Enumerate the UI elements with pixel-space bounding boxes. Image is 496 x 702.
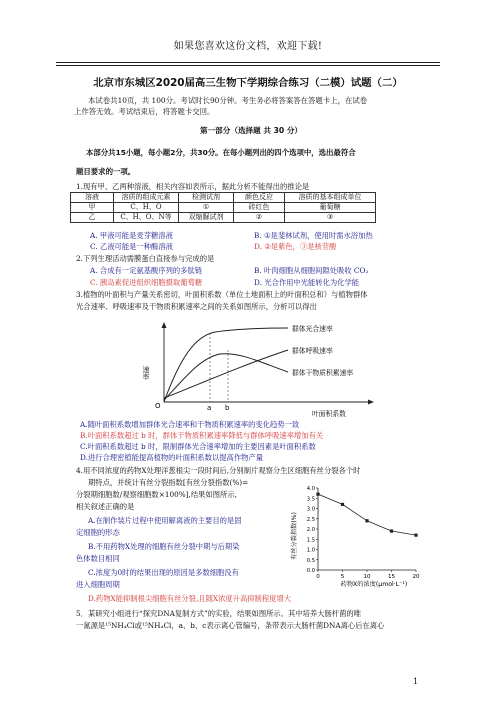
x-axis-label: 叶面积系数 <box>312 410 346 418</box>
instructions-line: 题目要求的一项。 <box>76 167 136 176</box>
table-cell: C、H、O、N等 <box>114 213 179 223</box>
q4-option-c-cont: 进入细胞周期 <box>76 580 120 589</box>
download-banner: 如果您喜欢这份文档，欢迎下载! <box>173 41 323 52</box>
rate-diagram <box>140 318 400 418</box>
q3-option-b[interactable]: B.叶面积系数超过 b 时，群体干物质积累速率降低与群体呼吸速率增加有关 <box>80 431 324 440</box>
chart-y-tick-label: 0.0 <box>306 568 315 574</box>
tick-label-a: a <box>207 404 212 412</box>
q4-stem: 相关叙述正确的是 <box>76 502 135 511</box>
table-cell: ② <box>234 213 285 223</box>
x-axis-arrow <box>368 400 374 405</box>
chart-x-tick-label: 10 <box>363 574 371 580</box>
table-header-cell: 溶质的基本组成单位 <box>285 193 376 203</box>
chart-y-tick-label: 4.0 <box>306 486 315 492</box>
q2-option-a[interactable]: A. 合成有一定氨基酸序列的多肽链 <box>90 266 203 275</box>
q1-table <box>70 192 376 223</box>
chart-x-tick-label: 0 <box>316 574 320 580</box>
y-axis-label: 速率 <box>142 366 150 380</box>
q4-option-a-cont: 定细胞的形态 <box>76 528 120 537</box>
q4-option-d[interactable]: D.药物X能抑制根尖细胞有丝分裂,且随X浓度升高抑制程度增大 <box>88 594 292 603</box>
chart-series <box>316 493 417 537</box>
chart-y-tick-label: 1.0 <box>306 547 315 554</box>
table-cell: C、H、O <box>114 203 179 213</box>
origin-label: O <box>155 402 161 410</box>
table-cell: 甲 <box>71 203 114 213</box>
q2-option-c[interactable]: C. 胰岛素促进组织细胞摄取葡萄糖 <box>90 278 203 287</box>
q4-option-b-cont: 色体数目相同 <box>76 554 120 563</box>
q3-option-c[interactable]: C.叶面积系数超过 b 时，限制群体光合速率增加的主要因素是叶面积系数 <box>80 442 316 451</box>
header-rule <box>56 62 440 63</box>
table-header-row <box>71 193 376 203</box>
chart-x-tick-label: 20 <box>412 574 420 580</box>
q4-stem: 4.用不同浓度的药物X处理洋葱根尖一段时间后,分别制片观察分生区细胞有丝分裂各个时 <box>76 466 361 475</box>
q4-option-c[interactable]: C.浓度为0时的结果出现的原因是多数细胞没有 <box>88 568 239 577</box>
chart-y-label: 有丝分裂指数(%) <box>291 512 298 560</box>
q3-stem: 光合速率、呼吸速率及干物质积累速率之间的关系如图所示，分析可以得出 <box>76 302 317 311</box>
part-instructions <box>86 147 446 159</box>
page-number: 1 <box>413 677 419 686</box>
q4-option-a[interactable]: A.在制作装片过程中使用解离液的主要目的是固 <box>88 516 242 525</box>
chart-y-tick-label: 2.0 <box>306 527 315 533</box>
table-row <box>71 203 376 213</box>
chart-y-tick-label: 3.0 <box>306 506 315 513</box>
page-title: 北京市东城区2020届高三生物下学期综合练习（二模）试题（二） <box>93 77 403 89</box>
intro-line: 上作答无效。考试结束后，将答题卡交回。 <box>74 107 215 116</box>
y-axis-arrow <box>162 322 167 328</box>
mitotic-index-chart <box>288 482 428 590</box>
q1-option-c[interactable]: C. 乙液可能是一种酶溶液 <box>90 242 173 251</box>
tick-label-b: b <box>225 404 230 412</box>
q1-option-b[interactable]: B. ①是斐林试剂，使用时需水浴加热 <box>254 231 373 240</box>
curve-label-photosynthesis: 群体光合速率 <box>292 325 333 333</box>
chart-y-tick-label: 0.5 <box>306 557 315 564</box>
chart-x-tick-label: 15 <box>387 574 396 580</box>
q2-option-d[interactable]: D. 光合作用中光能转化为化学能 <box>254 278 360 287</box>
table-header-cell: 颜色反应 <box>234 193 285 203</box>
chart-y-tick-label: 1.5 <box>306 537 315 544</box>
instructions-line: 本部分共15小题，每小题2分，共30分。在每小题列出的四个选项中，选出最符合 <box>86 148 356 157</box>
table-row <box>71 213 376 223</box>
respiration-curve <box>164 350 288 398</box>
q5-stem: 5．某研究小组进行“探究DNA复制方式”的实验，结果如图所示。其中培养大肠杆菌的唯 <box>76 609 361 618</box>
q4-stem: 分裂期细胞数/观察细胞数×100%],结果如图所示, <box>76 490 237 499</box>
table-cell: 乙 <box>71 213 114 223</box>
table-cell: 双缩脲试剂 <box>179 213 234 223</box>
q2-option-b[interactable]: B. 叶肉细胞从细胞间隙处吸收 CO₂ <box>254 266 369 275</box>
table-cell: 葡萄糖 <box>285 203 376 213</box>
q2-stem: 2.下列生理活动需膜蛋白直接参与完成的是 <box>76 254 215 263</box>
q5-stem: 一氮源是¹⁵NH₄Cl或¹⁵NH₄Cl，a、b、c表示离心管编号，条带表示大肠杆菌DNA离心后在离心 <box>76 621 385 630</box>
q3-stem: 3.植物的叶面积与产量关系密切，叶面积系数（单位土地面积上的叶面积总和）与植物群体 <box>76 290 368 299</box>
q1-option-d[interactable]: D. ②是紫色，③是核苷酸 <box>254 242 337 251</box>
header-rule <box>56 65 440 66</box>
table-header-cell: 溶质的组成元素 <box>114 193 179 203</box>
q3-option-d[interactable]: D.进行合理密植能提高植物的叶面积系数以提高作物产量 <box>80 453 264 462</box>
chart-y-tick-label: 2.5 <box>306 516 315 523</box>
chart-series-line <box>318 494 416 535</box>
intro-line: 本试卷共10页，共 100分。考试时长90分钟。考生务必将答案答在答题卡上，在试卷 <box>88 96 368 105</box>
table-cell: 砖红色 <box>234 203 285 213</box>
chart-data-point <box>341 503 344 506</box>
table-cell: ① <box>179 203 234 213</box>
chart-data-point <box>316 493 319 496</box>
curve-label-respiration: 群体呼吸速率 <box>292 347 333 355</box>
q3-option-a[interactable]: A.随叶面积系数增加群体光合速率和干物质积累速率的变化趋势一致 <box>80 420 300 429</box>
chart-data-point <box>414 534 417 537</box>
table-header-cell: 溶液 <box>71 193 114 203</box>
table-cell: ③ <box>285 213 376 223</box>
chart-x-tick-label: 5 <box>340 574 345 580</box>
q1-option-a[interactable]: A. 甲液可能是麦芽糖溶液 <box>90 231 173 240</box>
chart-data-point <box>365 519 368 522</box>
table-header-cell: 检测试剂 <box>179 193 234 203</box>
chart-x-label: 药物X的浓度(μmol·L⁻¹) <box>340 581 408 588</box>
intro-text <box>74 95 444 117</box>
chart-data-point <box>390 529 393 532</box>
q4-option-b[interactable]: B.不用药物X处理的细胞有丝分裂中期与后期染 <box>88 542 240 551</box>
part-heading: 第一部分（选择题 共 30 分） <box>200 126 303 135</box>
q4-stem: 期特点，并统计有丝分裂指数[有丝分裂指数(%)= <box>88 478 249 487</box>
chart-y-tick-label: 3.5 <box>306 496 315 503</box>
curve-label-dry-matter: 群体干物质积累速率 <box>292 369 354 377</box>
q1-stem: 1.现有甲、乙两种溶液，相关内容如表所示，据此分析不能得出的推论是 <box>76 182 310 191</box>
